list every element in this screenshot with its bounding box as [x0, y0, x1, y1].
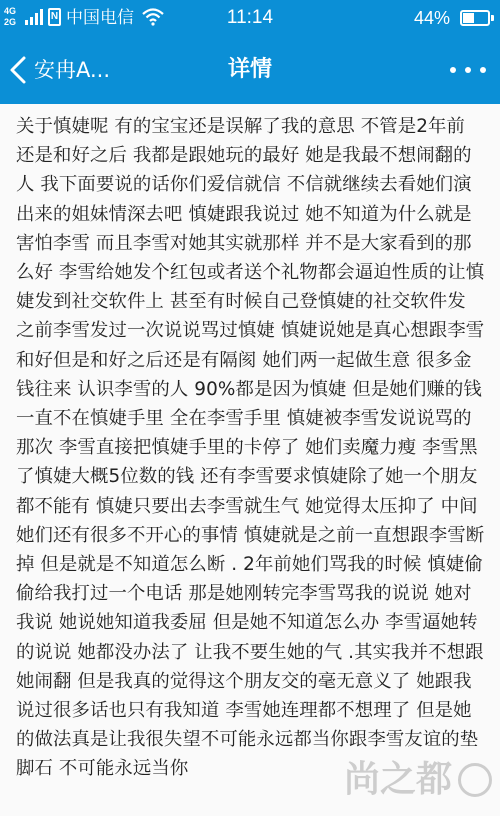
watermark-logo-icon	[458, 763, 492, 797]
page-title: 详情	[227, 57, 272, 82]
sim-card-icon: N	[48, 8, 61, 26]
network-type-indicator: 4G 2G	[4, 6, 17, 27]
navigation-bar	[0, 36, 500, 104]
site-watermark	[344, 758, 492, 802]
more-dots-icon	[450, 67, 456, 73]
battery-icon	[460, 10, 490, 26]
post-content[interactable]	[0, 104, 500, 816]
clock: 11:14	[226, 7, 274, 28]
watermark-text: 尚之都	[343, 759, 452, 800]
more-options-button[interactable]	[450, 58, 486, 82]
carrier-name: 中国电信	[66, 8, 134, 28]
post-body-text: 关于慎婕呢 有的宝宝还是误解了我的意思 不管是2年前 还是和好之后 我都是跟她玩的最好 她是我最不想闹翻的人 我下面要说的话你们爱信就信 不信就继续去看她们演出来的姐妹情深去吧 慎婕跟我说过 她不知道为什么就是害怕李雪 而且李雪对她其实就那样 并不是大家看到的那么好 李雪给她发个红包或者送个礼物都会逼迫性质的让慎婕发到社交软件上 甚至有时候自己登慎婕的社交软件发 之前李雪发过一次说说骂过慎婕 慎婕说她是真心想跟李雪和好但是和好之后还是有隔阂 她们两一起做生意 很多金钱往来 认识李雪的人 90%都是因为慎婕 但是她们赚的钱一直不在慎婕手里 全在李雪手里 慎婕被李雪发说说骂的那次 李雪直接把慎婕手里的卡停了 她们卖魔力瘦 李雪黑了慎婕大概5位数的钱 还有李雪要求慎婕除了她一个朋友都不能有 慎婕只要出去李雪就生气 她觉得太压抑了 中间她们还有很多不开心的事情 慎婕就是之前一直想跟李雪断掉 但是就是不知道怎么断 . 2年前她们骂我的时候 慎婕偷偷给我打过一个电话 那是她刚转完李雪骂我的说说 她对我说 她说她知道我委屈 但是她不知道怎么办 李雪逼她转的说说 她都没办法了 让我不要生她的气 .其实我并不想跟她闹翻 但是我真的觉得这个朋友交的毫无意义了 她跟我说过很多话也只有我知道 李雪她连理都不想理了 但是她的做法真是让我很失望不可能永远都当你跟李雪友谊的垫脚石 不可能永远当你	[16, 116, 485, 780]
battery-percentage: 44%	[413, 8, 450, 28]
battery-level	[463, 13, 474, 23]
back-label: 安冉A...	[34, 58, 111, 82]
status-bar	[0, 0, 500, 36]
